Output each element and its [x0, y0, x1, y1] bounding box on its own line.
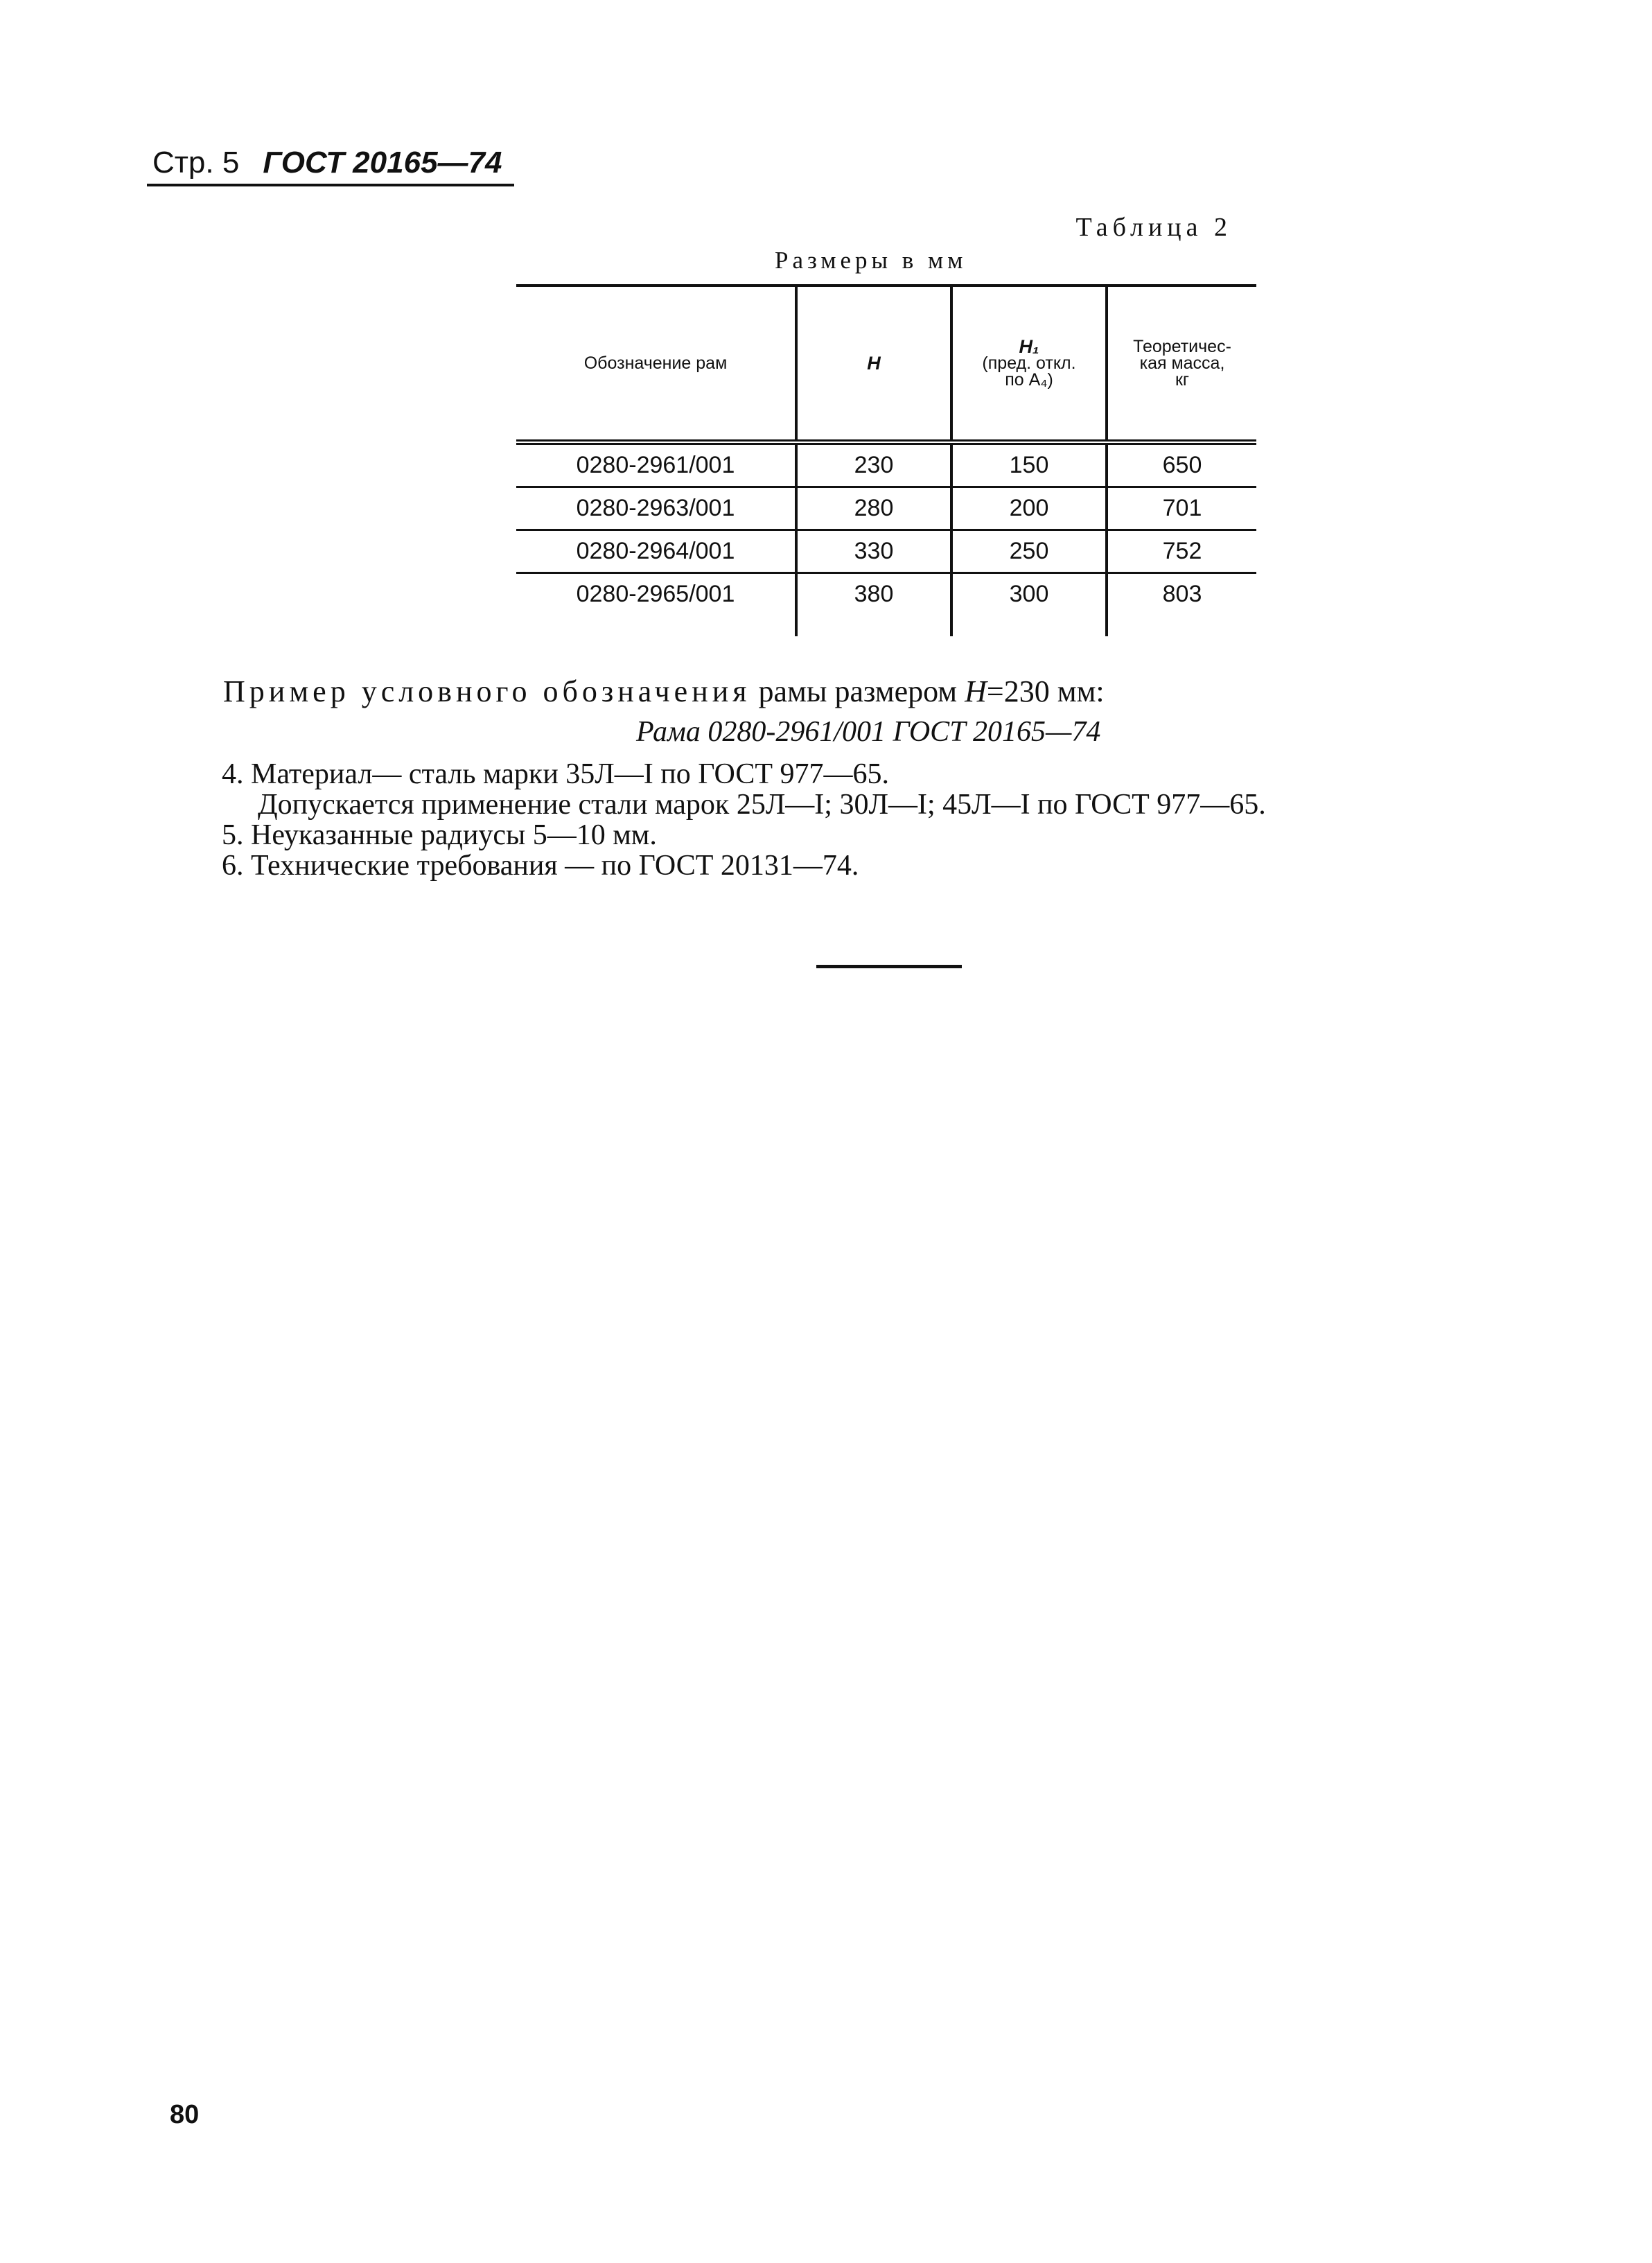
header-text: по A₄): [1005, 370, 1053, 390]
list-item: 4. Материал— сталь марки 35Л—I по ГОСТ 977—65.: [222, 758, 889, 790]
list-item: Допускается применение стали марок 25Л—I; 30Л—I; 45Л—I по ГОСТ 977—65.: [258, 789, 1266, 821]
cell-designation: 0280-2965/001: [576, 581, 735, 607]
cell-designation: 0280-2963/001: [576, 495, 735, 521]
example-symbol: H: [965, 674, 987, 708]
cell-h: 380: [796, 573, 951, 637]
example-paragraph: [223, 674, 1105, 709]
header-text: Обозначение рам: [583, 353, 728, 373]
cell-h: 230: [796, 442, 951, 487]
example-designation: Рама 0280-2961/001 ГОСТ 20165—74: [636, 716, 1101, 748]
example-lead: Пример условного обозначения: [223, 674, 751, 708]
cell-h1: 250: [951, 530, 1107, 573]
cell-mass: 803: [1107, 573, 1256, 637]
table-row: [516, 442, 1256, 487]
cell-mass: 701: [1107, 487, 1256, 530]
list-item: 6. Технические требования — по ГОСТ 20131—74.: [222, 850, 859, 882]
cell-mass: 650: [1107, 442, 1256, 487]
page-number: 80: [170, 2100, 200, 2129]
header-text: (пред. откл.: [982, 353, 1076, 373]
cell-h: 280: [796, 487, 951, 530]
page-label: Стр. 5: [152, 146, 240, 180]
list-item: 5. Неуказанные радиусы 5—10 мм.: [222, 819, 657, 851]
standard-number: ГОСТ 20165—74: [263, 146, 502, 180]
table-units: Размеры в мм: [775, 247, 967, 274]
header-text: кая масса,: [1139, 353, 1225, 373]
requirements-list: [222, 759, 1266, 881]
table-row: [516, 487, 1256, 530]
cell-h: 330: [796, 530, 951, 573]
cell-mass: 752: [1107, 530, 1256, 573]
table-label: Таблица 2: [1075, 213, 1232, 242]
header-text: Теоретичес-: [1133, 337, 1231, 356]
table: [516, 287, 1256, 636]
table-header-row: [516, 287, 1256, 442]
header-text: H₁: [1019, 336, 1039, 357]
example-rest: рамы размером: [758, 674, 958, 708]
column-header-designation: [516, 287, 796, 442]
column-header-mass: [1107, 287, 1256, 442]
table-row: [516, 573, 1256, 637]
page-header: [147, 142, 514, 186]
column-header-h1: [951, 287, 1107, 442]
cell-h1: 300: [951, 573, 1107, 637]
cell-designation: 0280-2964/001: [576, 538, 735, 564]
table-row: [516, 530, 1256, 573]
example-value: =230 мм:: [986, 674, 1105, 708]
cell-h1: 150: [951, 442, 1107, 487]
column-header-h: [796, 287, 951, 442]
dimensions-table: [516, 284, 1256, 636]
header-text: кг: [1175, 370, 1190, 390]
header-text: H: [867, 353, 881, 374]
section-end-rule: [816, 965, 962, 968]
cell-h1: 200: [951, 487, 1107, 530]
cell-designation: 0280-2961/001: [576, 452, 735, 478]
